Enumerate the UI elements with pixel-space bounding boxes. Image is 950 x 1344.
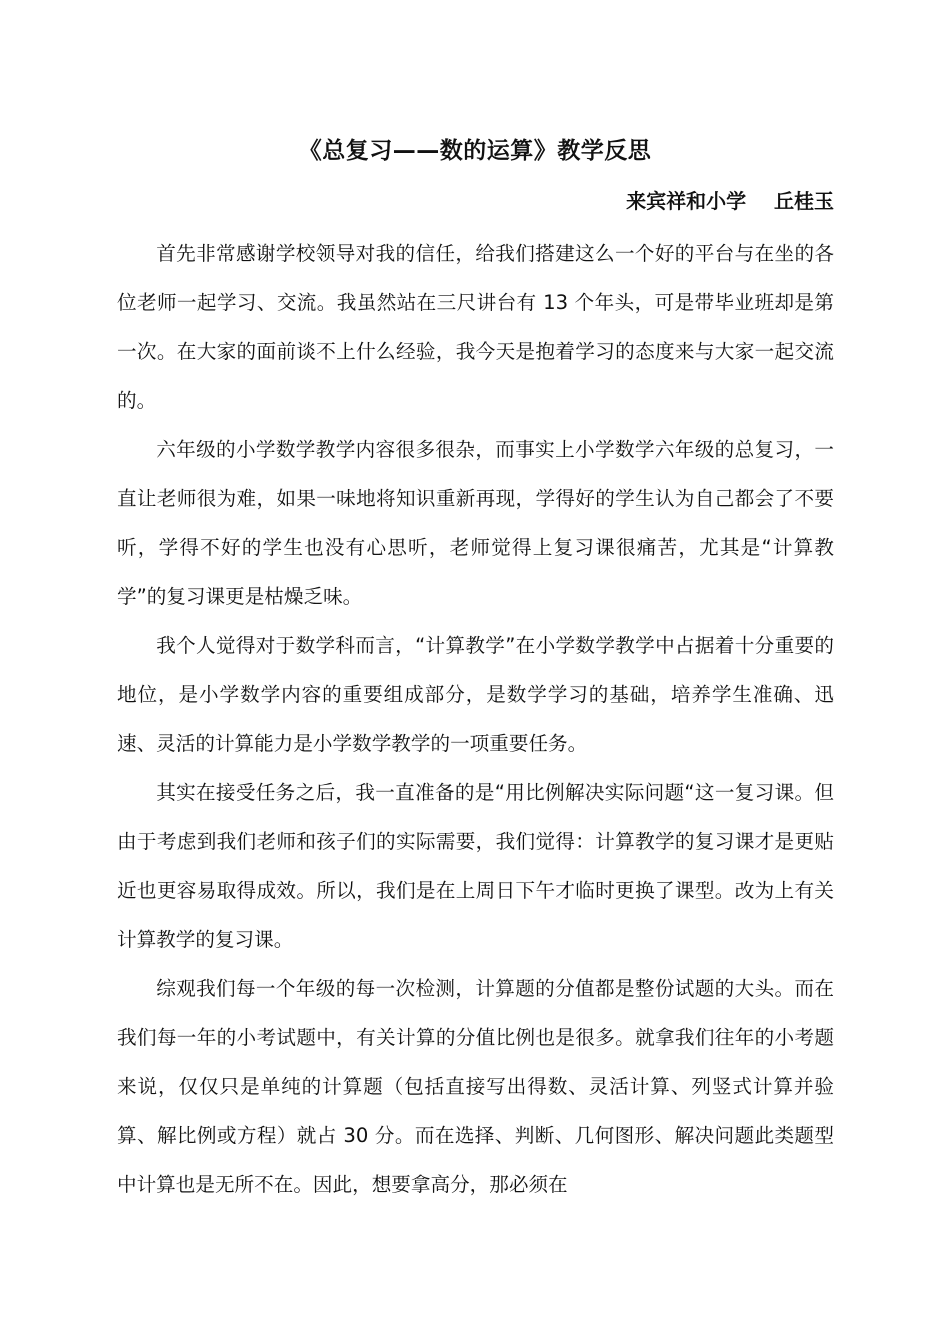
author-line: 来宾祥和小学 丘桂玉 [626,189,834,213]
paragraph: 六年级的小学数学教学内容很多很杂，而事实上小学数学六年级的总复习，一直让老师很为难，如果一味地将知识重新再现，学得好的学生认为自己都会了不要听，学得不好的学生也没有心思听，老师觉得上复习课很痛苦，尤其是“计算教学”的复习课更是枯燥乏味。 [117,438,834,608]
paragraph: 我个人觉得对于数学科而言，“计算教学”在小学数学教学中占据着十分重要的地位，是小学数学内容的重要组成部分，是数学学习的基础，培养学生准确、迅速、灵活的计算能力是小学数学教学的一项重要任务。 [117,634,834,755]
document-title: 《总复习——数的运算》教学反思 [298,138,652,164]
document-body [117,229,834,1209]
paragraph: 其实在接受任务之后，我一直准备的是“用比例解决实际问题“这一复习课。但由于考虑到我们老师和孩子们的实际需要，我们觉得：计算教学的复习课才是更贴近也更容易取得成效。所以，我们是在上周日下午才临时更换了课型。改为上有关计算教学的复习课。 [117,781,834,951]
paragraph: 综观我们每一个年级的每一次检测，计算题的分值都是整份试题的大头。而在我们每一年的小考试题中，有关计算的分值比例也是很多。就拿我们往年的小考题来说，仅仅只是单纯的计算题（包括直接写出得数、灵活计算、列竖式计算并验算、解比例或方程）就占 30 分。而在选择、判断、几何图形、解决问题此类题型中计算也是无所不在。因此，想要拿高分，那必须在 [117,977,834,1196]
paragraph: 首先非常感谢学校领导对我的信任，给我们搭建这么一个好的平台与在坐的各位老师一起学习、交流。我虽然站在三尺讲台有 13 个年头，可是带毕业班却是第一次。在大家的面前谈不上什么经验，我今天是抱着学习的态度来与大家一起交流的。 [117,242,834,412]
